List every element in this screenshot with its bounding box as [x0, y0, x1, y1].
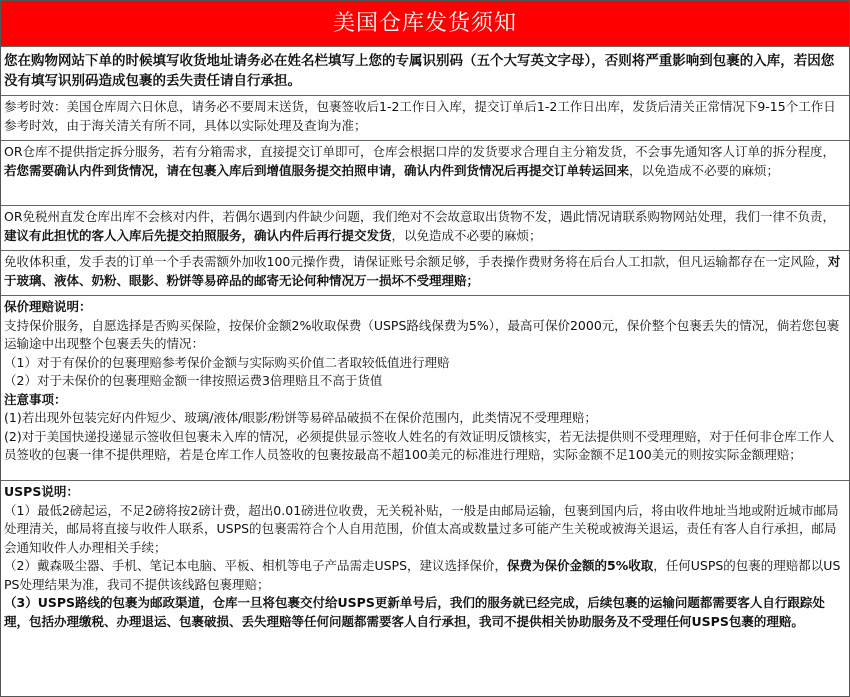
taxfree-emphasis: 建议有此担忧的客人入库后先提交拍照服务，确认内件后再行提交发货 [4, 227, 392, 243]
timing-text: 参考时效：美国仓库周六日休息，请务必不要周末送货，包裹签收后1-2工作日入库，提交订单后1-2工作日出库，发货后清关正常情况下9-15个工作日参考时效，由于海关清关有所不同，具体以实际处理及查询为准； [4, 99, 836, 133]
usps-p2-tail: ，任何USPS的包裹的理赔都以USPS处理结果为准，我司不提供该线路包裹理赔； [4, 558, 841, 592]
section-usps [1, 480, 849, 633]
section-storage [1, 250, 849, 295]
storage-emphasis: 对于玻璃、液体、奶粉、眼影、粉饼等易碎品的邮寄无论何种情况万一损坏不受理理赔； [4, 254, 841, 288]
split-text: OR仓库不提供指定拆分服务，若有分箱需求，直接提交订单即可，仓库会根据口岸的发货要求合理自主分箱发货，不会事先通知客人订单的拆分程度， [4, 144, 836, 159]
section-intro [1, 46, 849, 95]
usps-p3-text: （3）USPS路线的包裹为邮政渠道，仓库一旦将包裹交付给USPS更新单号后，我们的服务就已经完成，后续包裹的运输问题都需要客人自行跟踪处理，包括办理缴税、办理退运、包裹破损、丢失理赔等任何问题都需要客人自行承担，我司不提供相关协助服务及不受理任何USPS包裹的理赔。 [4, 595, 825, 629]
section-insurance [1, 295, 849, 480]
split-emphasis: 若您需要确认内件到货情况，请在包裹入库后到增值服务提交拍照申请，确认内件到货情况后再提交订单转运回来 [4, 162, 630, 178]
taxfree-tail: ，以免造成不必要的麻烦； [391, 227, 542, 243]
storage-text: 免收体积重，发手表的订单一个手表需额外加收100元操作费，请保证账号余额足够，手表操作费财务将在后台人工扣款，但凡运输都存在一定风险， [4, 254, 828, 269]
insurance-line-3: （2）对于未保价的包裹理赔金额一律按照运费3倍理赔且不高于货值 [4, 373, 383, 388]
usps-paragraph-2 [4, 557, 843, 594]
usps-p2-text: （2）戴森吸尘器、手机、笔记本电脑、平板、相机等电子产品需走USPS，建议选择保价， [4, 558, 508, 573]
notice-title: 美国仓库发货须知 [1, 1, 849, 46]
section-taxfree [1, 205, 849, 250]
split-tail: ，以免造成不必要的麻烦； [629, 162, 780, 178]
usps-heading: USPS说明： [4, 484, 79, 499]
usps-paragraph-1: （1）最低2磅起运，不足2磅将按2磅计费，超出0.01磅进位收费，无关税补贴，一般是由邮局运输，包裹到国内后，将由收件地址当地或附近城市邮局处理清关，邮局将直接与收件人联系，USPS的包裹需符合个人自用范围，价值太高或数量过多可能产生关税或被海关退运，责任有客人自行承担，邮局会通知收件人办理相关手续； [4, 502, 839, 555]
taxfree-text: OR免税州直发仓库出库不会核对内件，若偶尔遇到内件缺少问题，我们绝对不会故意取出货物不发，遇此情况请联系购物网站处理，我们一律不负责， [4, 209, 836, 224]
section-timing [1, 95, 849, 140]
note-2: (2)对于美国快递投递显示签收但包裹未入库的情况，必须提供显示签收人姓名的有效证明反馈核实，若无法提供则不受理理赔，对于任何非仓库工作人员签收的包裹一律不提供理赔，若是仓库工作人员签收的包裹按最高不超100美元的标准进行理赔，实际金额不足100美元的则按实际金额理赔； [4, 428, 835, 462]
usps-p2-emphasis: 保费为保价金额的5%收取 [507, 558, 654, 573]
note-1: (1)若出现外包装完好内件短少、玻璃/液体/眼影/粉饼等易碎品破损不在保价范围内，此类情况不受理理赔； [4, 410, 597, 425]
insurance-line-2: （1）对于有保价的包裹理赔参考保价金额与实际购买价值二者取较低值进行理赔 [4, 354, 450, 370]
insurance-line-1: 支持保价服务，自愿选择是否购买保险，按保价金额2%收取保费（USPS路线保费为5%），最高可保价2000元，保价整个包裹丢失的情况，倘若您包裹运输途中出现整个包裹丢失的情况： [4, 317, 840, 351]
intro-text: 您在购物网站下单的时候填写收货地址请务必在姓名栏填写上您的专属识别码（五个大写英文字母），否则将严重影响到包裹的入库，若因您没有填写识别码造成包裹的丢失责任请自行承担。 [4, 53, 835, 89]
insurance-heading: 保价理赔说明： [4, 299, 92, 314]
section-split [1, 140, 849, 205]
notes-heading: 注意事项： [4, 391, 67, 407]
usps-paragraph-3 [4, 594, 843, 631]
